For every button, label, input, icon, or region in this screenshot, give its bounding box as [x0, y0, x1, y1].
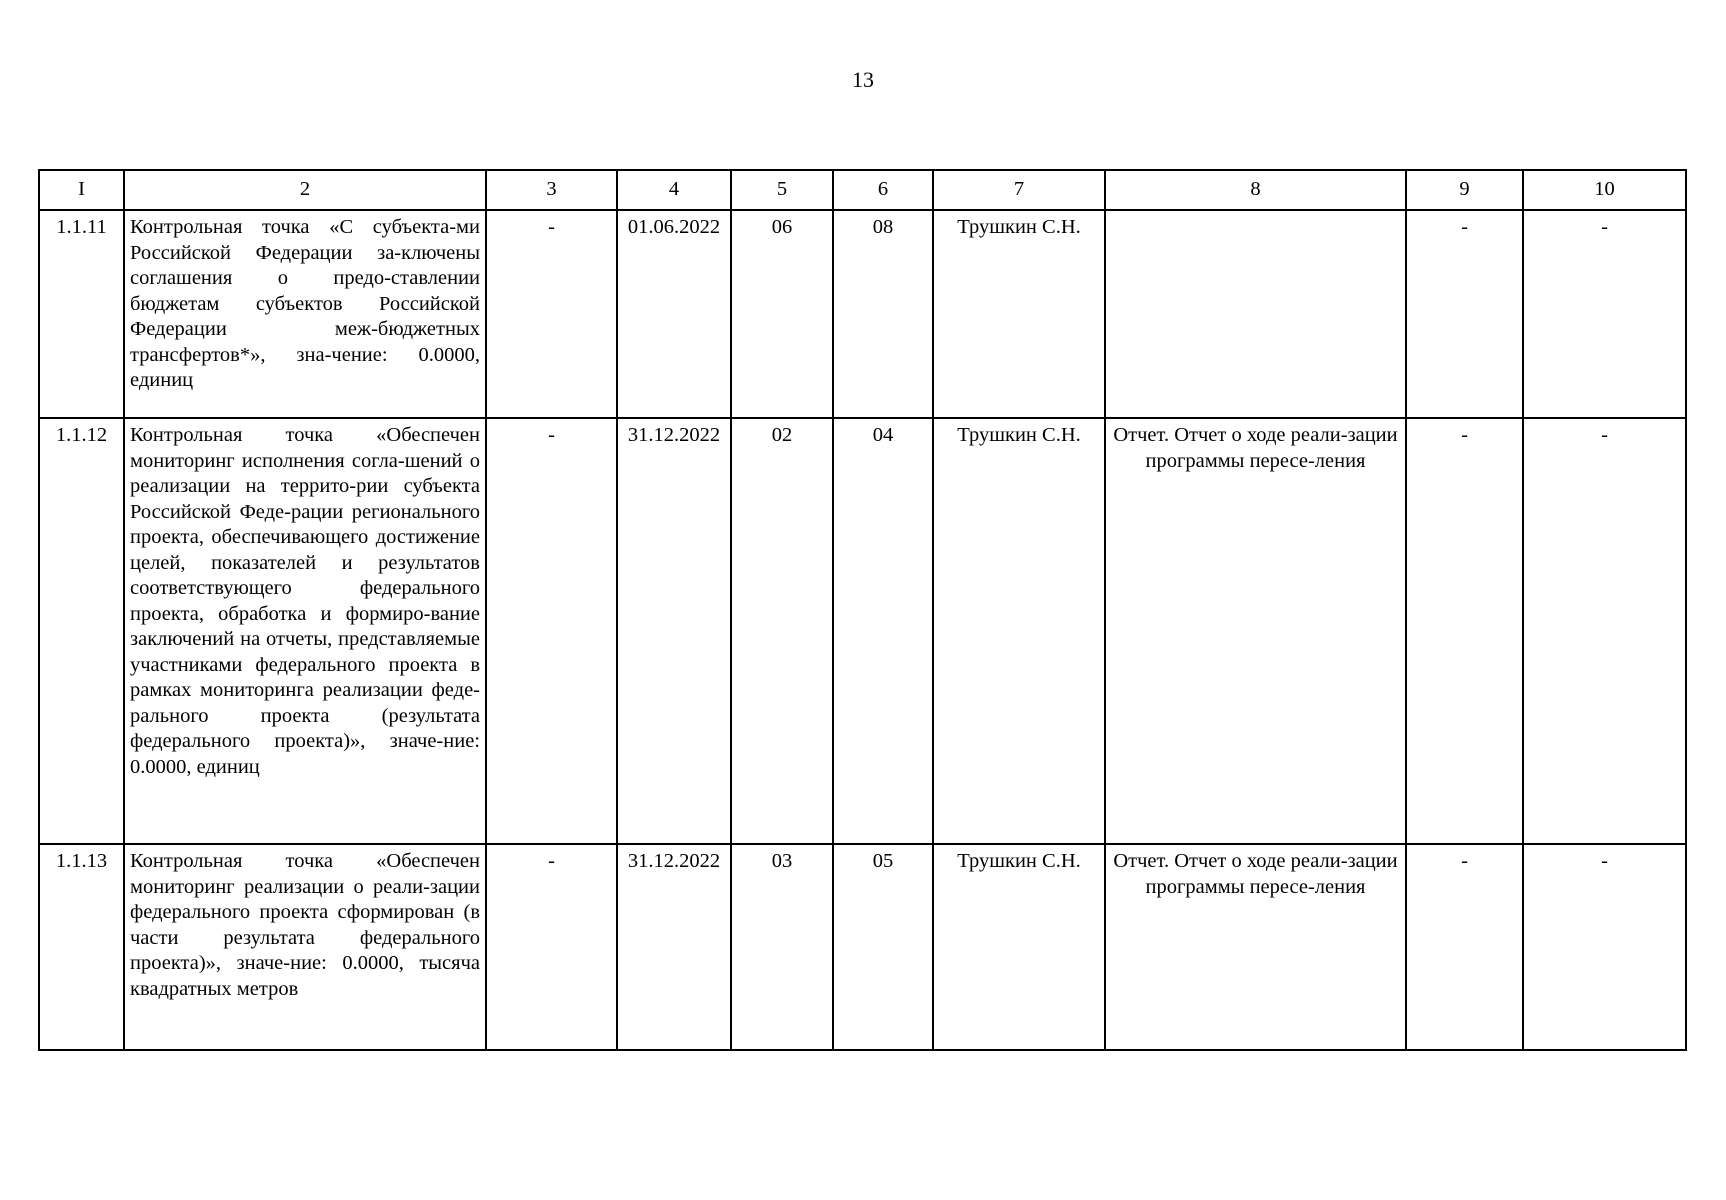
row-document: Отчет. Отчет о ходе реали-зации программы пересе-ления — [1105, 418, 1406, 844]
column-header-2: 2 — [124, 170, 486, 210]
row-date: 31.12.2022 — [617, 418, 731, 844]
row-col3: - — [486, 418, 617, 844]
row-description: Контрольная точка «Обеспечен мониторинг исполнения согла-шений о реализации на террито-рии субъекта Российской Феде-рации регионального проекта, обеспечивающего достижение целей, показателей и результатов соответствующего федерального проекта, обработка и формиро-вание заключений на отчеты, представляемые участниками федерального проекта в рамках мониторинга реализации феде-рального проекта (результата федерального проекта)», значе-ние: 0.0000, единиц — [124, 418, 486, 844]
column-header-4: 4 — [617, 170, 731, 210]
row-description: Контрольная точка «Обеспечен мониторинг реализации о реали-зации федерального проекта сформирован (в части результата федерального проекта)», значе-ние: 0.0000, тысяча квадратных метров — [124, 844, 486, 1050]
table-row — [39, 210, 1686, 418]
row-col9: - — [1406, 844, 1523, 1050]
row-col10: - — [1523, 844, 1686, 1050]
row-number: 1.1.13 — [39, 844, 124, 1050]
table-row — [39, 844, 1686, 1050]
row-col6: 08 — [833, 210, 933, 418]
column-header-8: 8 — [1105, 170, 1406, 210]
row-date: 01.06.2022 — [617, 210, 731, 418]
row-responsible: Трушкин С.Н. — [933, 844, 1105, 1050]
row-responsible: Трушкин С.Н. — [933, 210, 1105, 418]
row-col6: 05 — [833, 844, 933, 1050]
row-col9: - — [1406, 210, 1523, 418]
row-number: 1.1.11 — [39, 210, 124, 418]
row-col3: - — [486, 210, 617, 418]
column-header-1: I — [39, 170, 124, 210]
row-number: 1.1.12 — [39, 418, 124, 844]
header-row — [39, 170, 1686, 210]
column-header-9: 9 — [1406, 170, 1523, 210]
column-header-5: 5 — [731, 170, 833, 210]
row-col6: 04 — [833, 418, 933, 844]
row-description: Контрольная точка «С субъекта-ми Российской Федерации за-ключены соглашения о предо-ставлении бюджетам субъектов Российской Федерации меж-бюджетных трансфертов*», зна-чение: 0.0000, единиц — [124, 210, 486, 418]
row-document — [1105, 210, 1406, 418]
column-header-10: 10 — [1523, 170, 1686, 210]
row-col5: 03 — [731, 844, 833, 1050]
row-col5: 02 — [731, 418, 833, 844]
page-number: 13 — [852, 67, 874, 92]
column-header-6: 6 — [833, 170, 933, 210]
row-date: 31.12.2022 — [617, 844, 731, 1050]
table-row — [39, 418, 1686, 844]
row-document: Отчет. Отчет о ходе реали-зации программы пересе-ления — [1105, 844, 1406, 1050]
row-responsible: Трушкин С.Н. — [933, 418, 1105, 844]
row-col10: - — [1523, 418, 1686, 844]
row-col5: 06 — [731, 210, 833, 418]
control-points-table — [38, 169, 1687, 1051]
column-header-3: 3 — [486, 170, 617, 210]
row-col9: - — [1406, 418, 1523, 844]
row-col3: - — [486, 844, 617, 1050]
column-header-7: 7 — [933, 170, 1105, 210]
row-col10: - — [1523, 210, 1686, 418]
